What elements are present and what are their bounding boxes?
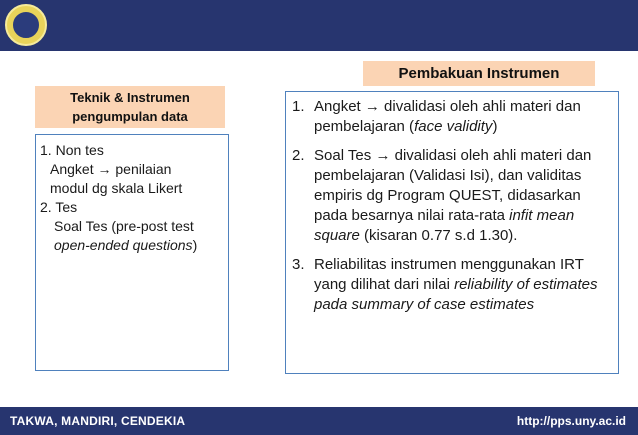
right-panel-title: Pembakuan Instrumen xyxy=(363,61,595,86)
header-band xyxy=(0,0,638,51)
left-panel xyxy=(35,134,229,371)
right-panel xyxy=(285,91,619,374)
footer-motto: TAKWA, MANDIRI, CENDEKIA xyxy=(10,414,186,428)
university-seal-icon xyxy=(5,4,47,46)
footer-url-link[interactable]: http://pps.uny.ac.id xyxy=(516,414,626,428)
arrow-right-icon: → xyxy=(97,161,112,177)
left-panel-title: Teknik & Instrumen pengumpulan data xyxy=(35,86,225,128)
list-item: 2. Tes Soal Tes (pre-post test open-ended questions) xyxy=(40,199,198,253)
list-item: 2. Soal Tes → divalidasi oleh ahli materi dan pembelajaran (Validasi Isi), dan validitas empiris dg Program QUEST, didasarkan pada besarnya nilai rata-rata infit mean square (kisaran 0.77 s.d 1.30). xyxy=(292,147,592,244)
list-item: 1. Angket → divalidasi oleh ahli materi dan pembelajaran (face validity) xyxy=(292,98,581,135)
arrow-right-icon: → xyxy=(375,147,391,164)
list-item: 1. Non tes Angket → penilaian modul dg skala Likert xyxy=(40,142,183,196)
list-item: 3. Reliabilitas instrumen menggunakan IRT yang dilihat dari nilai reliability of estimates pada summary of case estimates xyxy=(292,256,598,313)
arrow-right-icon: → xyxy=(364,98,380,115)
footer-band xyxy=(0,407,638,435)
